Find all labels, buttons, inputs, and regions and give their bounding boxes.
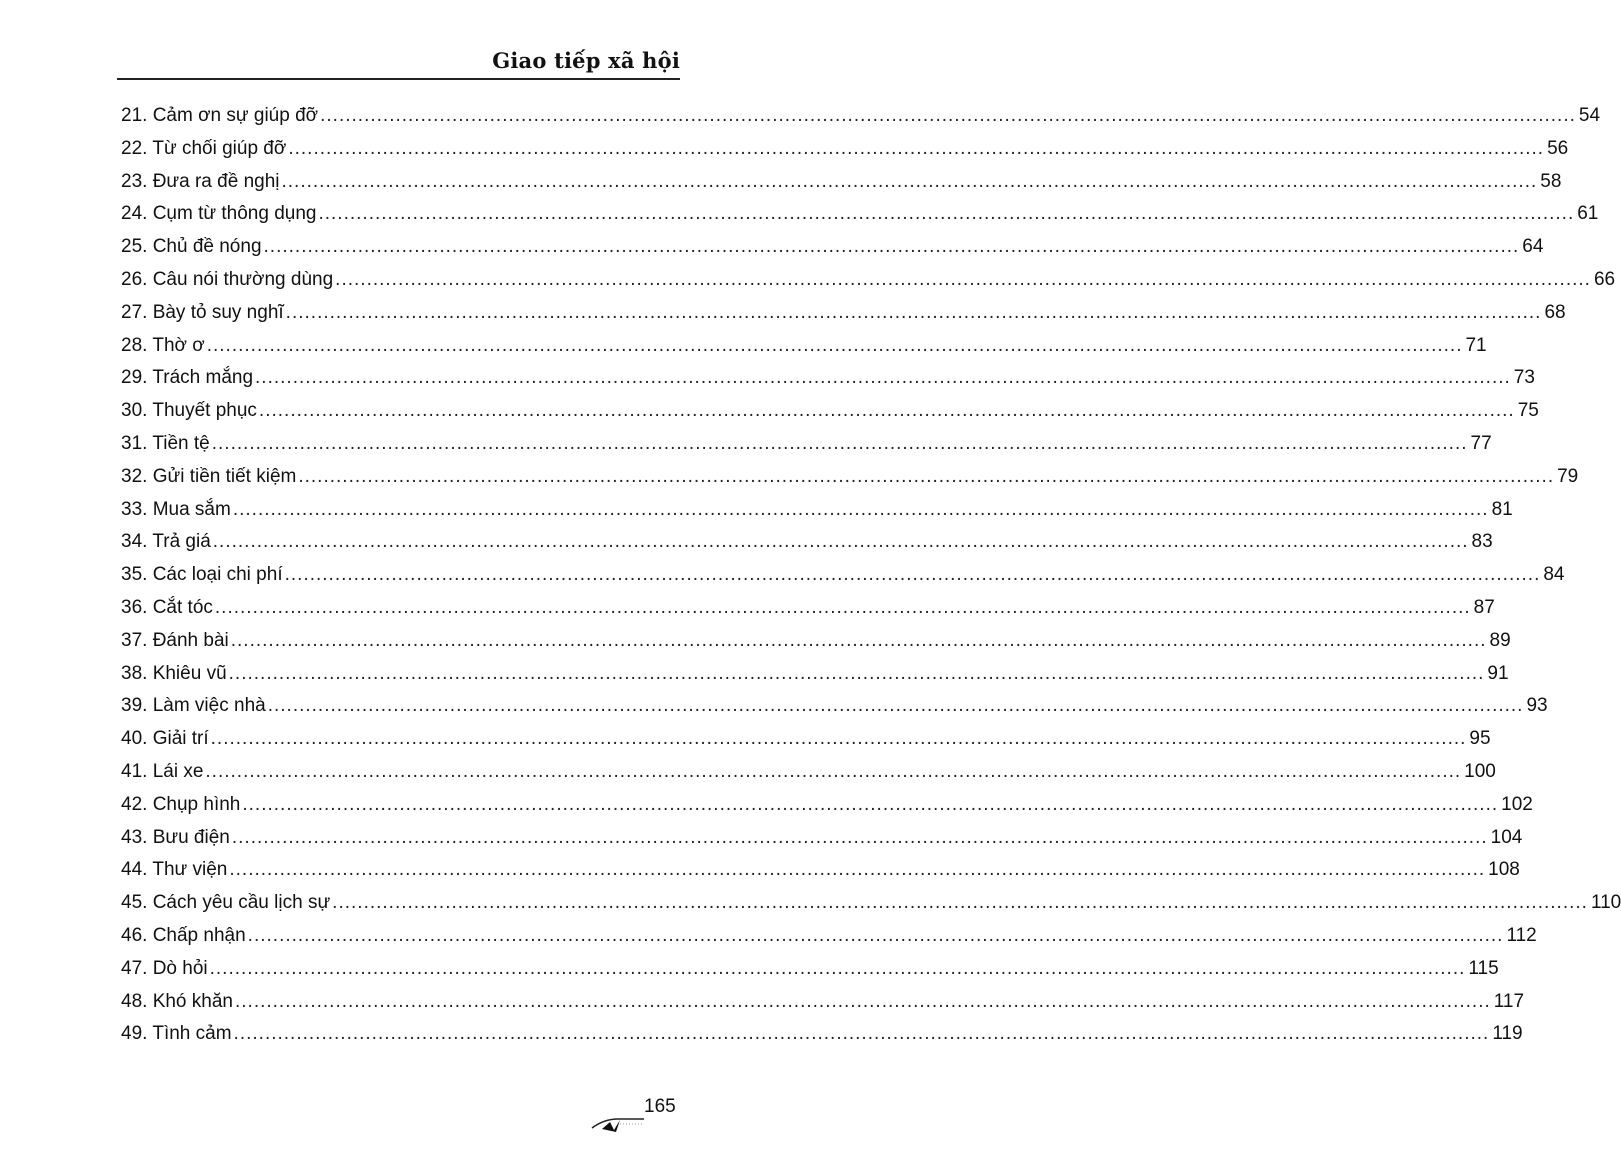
toc-entry-title: 42. Chụp hình: [121, 793, 241, 815]
toc-entry: [121, 760, 1496, 793]
ornament-icon: [590, 1104, 646, 1134]
toc-entry-page: 93: [1526, 695, 1548, 717]
toc-entry-title: 45. Cách yêu cầu lịch sự: [121, 892, 331, 914]
toc-entry-page: 87: [1473, 596, 1495, 618]
running-header-title: Giao tiếp xã hội: [492, 48, 680, 73]
toc-entry-page: 108: [1488, 859, 1520, 881]
toc-entry: [121, 826, 1523, 859]
dot-leader: ........................................................................................................................................................................................................: [233, 1023, 1490, 1045]
toc-entry: [121, 793, 1533, 826]
toc-entry: [121, 530, 1493, 563]
dot-leader: ........................................................................................................................................................................................................: [263, 236, 1520, 258]
toc-entry: [121, 268, 1616, 301]
toc-entry-title: 47. Dò hỏi: [121, 957, 208, 979]
toc-entry: [121, 432, 1492, 465]
toc-entry-title: 22. Từ chối giúp đỡ: [121, 137, 287, 159]
toc-entry-page: 66: [1593, 268, 1616, 290]
toc-entry-title: 43. Bưu điện: [121, 826, 230, 848]
toc-entry-page: 119: [1492, 1023, 1523, 1045]
toc-entry-title: 30. Thuyết phục: [121, 400, 257, 422]
dot-leader: ........................................................................................................................................................................................................: [284, 564, 1541, 586]
dot-leader: ........................................................................................................................................................................................................: [228, 662, 1485, 684]
toc-entry-page: 83: [1471, 531, 1493, 553]
toc-entry: [121, 891, 1621, 924]
dot-leader: ........................................................................................................................................................................................................: [281, 170, 1538, 192]
header-rule: [117, 78, 680, 80]
dot-leader: ........................................................................................................................................................................................................: [242, 793, 1499, 815]
dot-leader: ........................................................................................................................................................................................................: [258, 400, 1515, 422]
toc-entry-title: 23. Đưa ra đề nghị: [121, 170, 280, 192]
toc-entry-page: 75: [1517, 400, 1539, 422]
toc-entry: [121, 1022, 1523, 1055]
toc-entry-title: 38. Khiêu vũ: [121, 662, 227, 684]
toc-entry-page: 73: [1513, 367, 1535, 389]
toc-entry: [121, 662, 1509, 695]
toc-entry: [121, 202, 1599, 235]
page-footer: [590, 1092, 690, 1142]
toc-entry: [121, 104, 1601, 137]
toc-entry-page: 71: [1465, 334, 1487, 356]
dot-leader: ........................................................................................................................................................................................................: [267, 695, 1524, 717]
toc-entry-title: 48. Khó khăn: [121, 990, 233, 1012]
dot-leader: ........................................................................................................................................................................................................: [318, 203, 1575, 225]
toc-entry-page: 89: [1489, 629, 1511, 651]
dot-leader: ........................................................................................................................................................................................................: [255, 367, 1511, 389]
toc-entry: [121, 465, 1579, 498]
dot-leader: ........................................................................................................................................................................................................: [206, 334, 1463, 356]
dot-leader: ........................................................................................................................................................................................................: [210, 728, 1467, 750]
toc-entry-title: 49. Tình cảm: [121, 1023, 232, 1045]
toc-entry-title: 44. Thư viện: [121, 859, 228, 881]
toc-entry-title: 39. Làm việc nhà: [121, 695, 266, 717]
toc-entry-title: 29. Trách mắng: [121, 367, 254, 389]
toc-entry: [121, 957, 1499, 990]
toc-entry-page: 104: [1490, 826, 1523, 848]
toc-entry-title: 35. Các loại chi phí: [121, 564, 283, 586]
toc-entry: [121, 498, 1513, 531]
dot-leader: ........................................................................................................................................................................................................: [214, 596, 1471, 618]
toc-entry-title: 40. Giải trí: [121, 728, 209, 750]
toc-entry-page: 95: [1469, 728, 1491, 750]
dot-leader: ........................................................................................................................................................................................................: [230, 629, 1487, 651]
toc-entry-page: 79: [1557, 465, 1579, 487]
toc-entry-page: 110: [1590, 892, 1621, 914]
toc-entry-title: 28. Thờ ơ: [121, 334, 205, 356]
toc-entry: [121, 366, 1535, 399]
toc-entry-page: 77: [1470, 432, 1492, 454]
toc-entry: [121, 137, 1569, 170]
toc-entry-title: 41. Lái xe: [121, 760, 204, 782]
toc-entry: [121, 235, 1544, 268]
toc-entry-title: 26. Câu nói thường dùng: [121, 268, 334, 290]
dot-leader: ........................................................................................................................................................................................................: [234, 990, 1491, 1012]
toc-entry: [121, 694, 1548, 727]
dot-leader: ........................................................................................................................................................................................................: [211, 432, 1468, 454]
toc-entry-title: 27. Bày tỏ suy nghĩ: [121, 301, 284, 323]
dot-leader: ........................................................................................................................................................................................................: [335, 268, 1591, 290]
dot-leader: ........................................................................................................................................................................................................: [212, 531, 1469, 553]
toc-entry-title: 34. Trả giá: [121, 531, 211, 553]
toc-entry-title: 36. Cắt tóc: [121, 596, 213, 618]
toc-entry: [121, 399, 1539, 432]
page-number: 165: [644, 1096, 676, 1117]
toc-entry-page: 61: [1577, 203, 1599, 225]
dot-leader: ........................................................................................................................................................................................................: [231, 826, 1488, 848]
dot-leader: ........................................................................................................................................................................................................: [205, 760, 1462, 782]
toc-entry-page: 54: [1578, 105, 1601, 126]
toc-entry-page: 112: [1506, 924, 1537, 946]
toc-entry-page: 56: [1547, 137, 1569, 159]
dot-leader: ........................................................................................................................................................................................................: [320, 105, 1576, 126]
toc-entry: [121, 334, 1487, 367]
toc-entry-page: 100: [1464, 760, 1496, 782]
table-of-contents: [121, 104, 1621, 1055]
toc-entry: [121, 727, 1491, 760]
toc-entry: [121, 596, 1495, 629]
toc-entry-title: 37. Đánh bài: [121, 629, 229, 651]
toc-entry-title: 24. Cụm từ thông dụng: [121, 203, 317, 225]
toc-entry-page: 84: [1543, 564, 1565, 586]
toc-entry-page: 58: [1540, 170, 1562, 192]
dot-leader: ........................................................................................................................................................................................................: [232, 498, 1489, 520]
dot-leader: ........................................................................................................................................................................................................: [285, 301, 1542, 323]
toc-entry: [121, 858, 1520, 891]
toc-entry-title: 31. Tiền tệ: [121, 432, 210, 454]
toc-entry: [121, 563, 1565, 596]
dot-leader: ........................................................................................................................................................................................................: [288, 137, 1545, 159]
toc-entry-title: 21. Cảm ơn sự giúp đỡ: [121, 105, 319, 126]
toc-entry-page: 115: [1468, 957, 1499, 979]
toc-entry-title: 32. Gửi tiền tiết kiệm: [121, 465, 297, 487]
toc-entry-title: 33. Mua sắm: [121, 498, 231, 520]
toc-entry: [121, 990, 1525, 1023]
toc-entry-page: 117: [1493, 990, 1525, 1012]
toc-entry-page: 64: [1522, 236, 1544, 258]
toc-entry-page: 91: [1487, 662, 1509, 684]
dot-leader: ........................................................................................................................................................................................................: [209, 957, 1466, 979]
toc-entry-page: 81: [1491, 498, 1513, 520]
toc-entry-page: 102: [1501, 793, 1533, 815]
dot-leader: ........................................................................................................................................................................................................: [332, 892, 1588, 914]
dot-leader: ........................................................................................................................................................................................................: [247, 924, 1504, 946]
toc-entry-title: 25. Chủ đề nóng: [121, 236, 262, 258]
toc-entry: [121, 924, 1537, 957]
dot-leader: ........................................................................................................................................................................................................: [229, 859, 1486, 881]
dot-leader: ........................................................................................................................................................................................................: [298, 465, 1555, 487]
toc-entry: [121, 170, 1562, 203]
toc-entry-page: 68: [1544, 301, 1566, 323]
toc-entry-title: 46. Chấp nhận: [121, 924, 246, 946]
toc-entry: [121, 629, 1511, 662]
toc-entry: [121, 301, 1566, 334]
